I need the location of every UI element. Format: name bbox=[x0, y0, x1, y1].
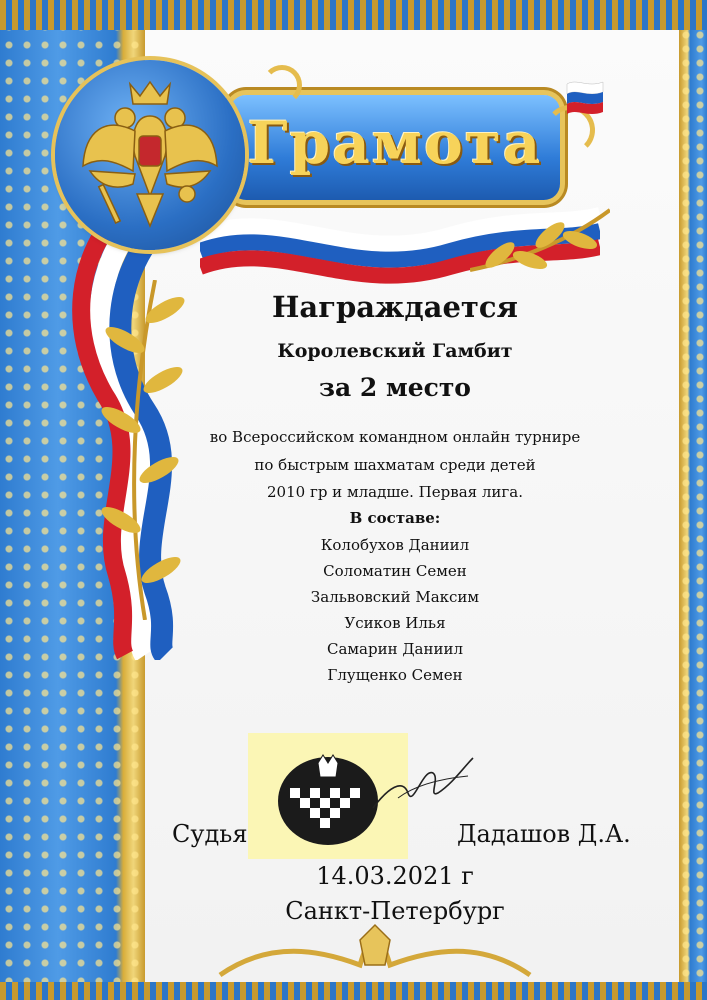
member-name: Глущенко Семен bbox=[327, 666, 463, 684]
description-line: 2010 гр и младше. Первая лига. bbox=[267, 483, 523, 501]
bottom-ornament-border bbox=[0, 982, 707, 1000]
member-name: Зальвовский Максим bbox=[310, 588, 480, 606]
state-emblem bbox=[55, 60, 245, 250]
signature-icon bbox=[368, 748, 478, 818]
laurel-branch-right-icon bbox=[470, 200, 610, 290]
judge-name: Дадашов Д.А. bbox=[457, 820, 631, 848]
team-name: Королевский Гамбит bbox=[277, 340, 513, 362]
title-banner bbox=[230, 95, 560, 200]
description-line: по быстрым шахматам среди детей bbox=[254, 456, 536, 474]
top-ornament-border bbox=[0, 0, 707, 30]
double-headed-eagle-icon bbox=[75, 76, 225, 236]
place-text: за 2 место bbox=[319, 373, 471, 402]
member-name: Усиков Илья bbox=[344, 614, 446, 632]
certificate-title: Грамота bbox=[247, 109, 543, 177]
judge-label: Судья bbox=[172, 820, 248, 848]
bottom-crest-ornament-icon bbox=[210, 920, 540, 982]
issue-date: 14.03.2021 г bbox=[316, 862, 474, 890]
members-heading: В составе: bbox=[349, 509, 441, 527]
right-ornament-border bbox=[679, 0, 707, 1000]
member-name: Соломатин Семен bbox=[323, 562, 467, 580]
member-name: Колобухов Даниил bbox=[320, 536, 470, 554]
award-heading: Награждается bbox=[272, 290, 518, 324]
description-line: во Всероссийском командном онлайн турнире bbox=[209, 428, 581, 446]
gold-swirl-icon bbox=[262, 65, 302, 105]
member-name: Самарин Даниил bbox=[326, 640, 464, 658]
small-flag-icon bbox=[565, 78, 605, 114]
issue-city: Санкт-Петербург bbox=[285, 897, 505, 925]
